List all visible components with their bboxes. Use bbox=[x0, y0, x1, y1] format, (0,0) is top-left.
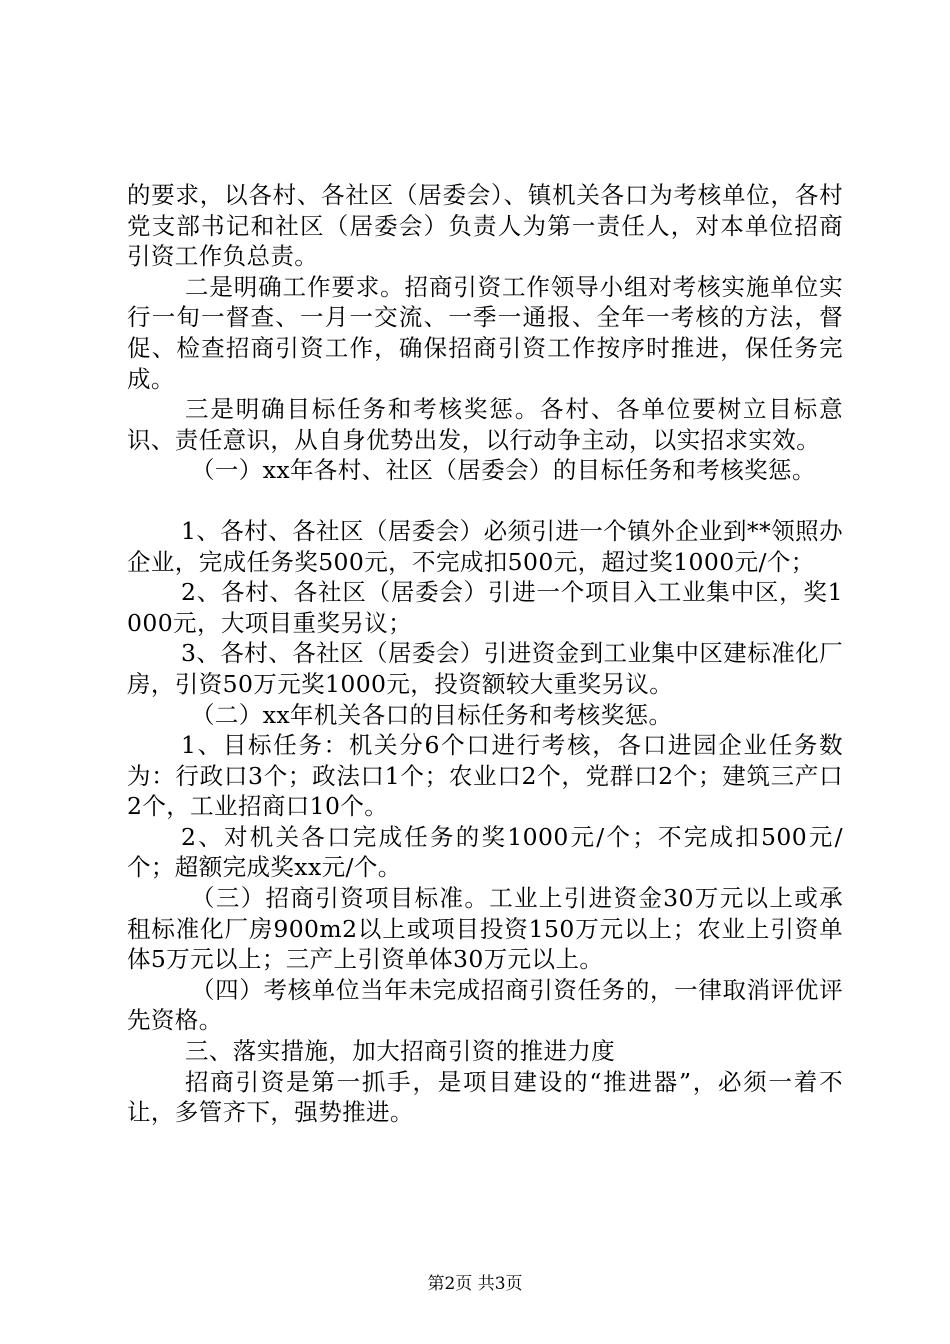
section-heading-measures: 三、落实措施，加大招商引资的推进力度 bbox=[185, 1037, 616, 1066]
paragraph-first-priority: 招商引资是第一抓手，是项目建设的“推进器”，必须一着不让，多管齐下，强势推进。 bbox=[127, 1067, 843, 1127]
document-body bbox=[127, 180, 843, 1128]
section-heading-villages: （一）xx年各村、社区（居委会）的目标任务和考核奖惩。 bbox=[191, 456, 816, 485]
list-item-village-2: 2、各村、各社区（居委会）引进一个项目入工业集中区，奖1000元，大项目重奖另议； bbox=[127, 578, 843, 637]
list-item-agency-2: 2、对机关各口完成任务的奖1000元/个；不完成扣500元/个；超额完成奖xx元/个。 bbox=[127, 822, 843, 882]
section-heading-agencies: （二）xx年机关各口的目标任务和考核奖惩。 bbox=[191, 700, 673, 729]
paragraph-work-requirements: 二是明确工作要求。招商引资工作领导小组对考核实施单位实行一旬一督查、一月一交流、一季一通报、全年一考核的方法，督促、检查招商引资工作，确保招商引资工作按序时推进，保任务完成。 bbox=[127, 272, 843, 393]
list-item-village-3: 3、各村、各社区（居委会）引进资金到工业集中区建标准化厂房，引资50万元奖1000元，投资额较大重奖另议。 bbox=[127, 639, 843, 698]
list-item-agency-1: 1、目标任务：机关分6个口进行考核，各口进园企业任务数为：行政口3个；政法口1个；农业口2个，党群口2个；建筑三产口2个，工业招商口10个。 bbox=[127, 731, 843, 821]
paragraph-targets-rewards: 三是明确目标任务和考核奖惩。各村、各单位要树立目标意识、责任意识，从自身优势出发，以行动争主动，以实招求实效。 bbox=[127, 395, 843, 454]
list-item-village-1: 1、各村、各社区（居委会）必须引进一个镇外企业到**领照办企业，完成任务奖500元，不完成扣500元，超过奖1000元/个； bbox=[127, 516, 843, 576]
page-number-footer: 第2页 共3页 bbox=[427, 1274, 523, 1294]
paragraph-responsibility: 的要求，以各村、各社区（居委会）、镇机关各口为考核单位，各村党支部书记和社区（居委会）负责人为第一责任人，对本单位招商引资工作负总责。 bbox=[127, 181, 843, 271]
section-disqualification: （四）考核单位当年未完成招商引资任务的，一律取消评优评先资格。 bbox=[127, 975, 843, 1035]
section-project-standards: （三）招商引资项目标准。工业上引进资金30万元以上或承租标准化厂房900m2以上或项目投资150万元以上；农业上引资单体5万元以上；三产上引资单体30万元以上。 bbox=[127, 884, 843, 974]
